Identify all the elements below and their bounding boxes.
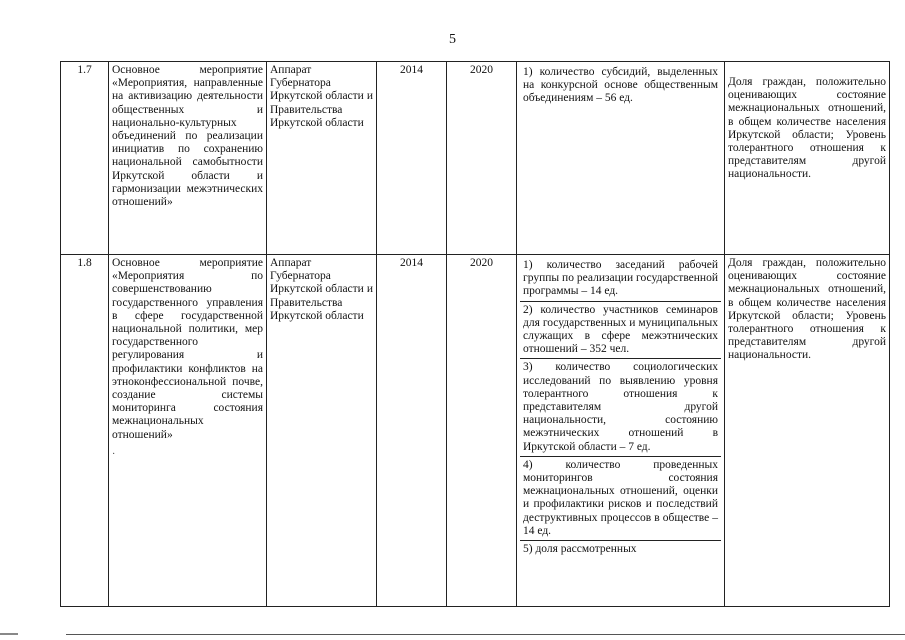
row-number: 1.8 <box>61 255 109 607</box>
start-year: 2014 <box>377 62 447 255</box>
table-row <box>725 62 890 255</box>
target-indicators: Доля граждан, положительно оценивающих состояние межнациональных отношений, в общем количестве населения Иркутской области; Уровень толерантного отношения к представителям другой национальности. <box>725 62 890 255</box>
scan-dot: · <box>112 448 116 460</box>
event-description: Основное мероприятие «Мероприятия по совершенствованию государственного управления в сфере государственной национальной политики, мер государственного регулирования и профилактики конфликтов на этноконфессиональной почве, создание системы мониторинга состояния межнациональных отношений» · <box>109 255 267 607</box>
end-year: 2020 <box>447 255 517 607</box>
table-row <box>725 255 890 607</box>
bottom-border-line <box>66 634 905 635</box>
indicator-item: 3) количество социологических исследований по выявлению уровня толерантного отношения к представителям другой национальности, состоянию межэтнических отношений в Иркутской области – 7 ед. <box>520 359 721 456</box>
indicator-item: 2) количество участников семинаров для государственных и муниципальных служащих в сфере межэтнических отношений – 352 чел. <box>520 302 721 360</box>
program-table <box>60 61 725 607</box>
indicator-item: 5) доля рассмотренных <box>523 543 637 556</box>
target-table <box>724 61 890 607</box>
event-description: Основное мероприятие «Мероприятия, направленные на активизацию деятельности общественных и национально-культурных объединений по реализации инициатив по сохранению национальной самобытности Иркутской области и гармонизации межэтнических отношений» <box>109 62 267 255</box>
indicator-item: 4) количество проведенных мониторингов состояния межнациональных отношений, оценки и профилактики рисков и последствий деструктивных процессов в обществе – 14 ед. <box>520 457 721 541</box>
start-year: 2014 <box>377 255 447 607</box>
table-row <box>61 255 725 607</box>
table-row <box>61 62 725 255</box>
target-indicators: Доля граждан, положительно оценивающих состояние межнациональных отношений, в общем количестве населения Иркутской области; Уровень толерантного отношения к представителям другой национальности. <box>725 255 890 607</box>
indicator-item: 1) количество заседаний рабочей группы по реализации государственной программы – 14 ед. <box>520 257 721 302</box>
indicators-cell <box>517 255 725 607</box>
row-number: 1.7 <box>61 62 109 255</box>
scan-edge-mark <box>0 633 18 635</box>
end-year: 2020 <box>447 62 517 255</box>
indicators-cell <box>517 62 725 255</box>
executor: Аппарат Губернатора Иркутской области и Правительства Иркутской области <box>267 255 377 607</box>
executor: Аппарат Губернатора Иркутской области и Правительства Иркутской области <box>267 62 377 255</box>
page-number: 5 <box>449 32 456 47</box>
indicator-item: 1) количество субсидий, выделенных на конкурсной основе общественным объединениям – 56 ед. <box>523 66 718 105</box>
